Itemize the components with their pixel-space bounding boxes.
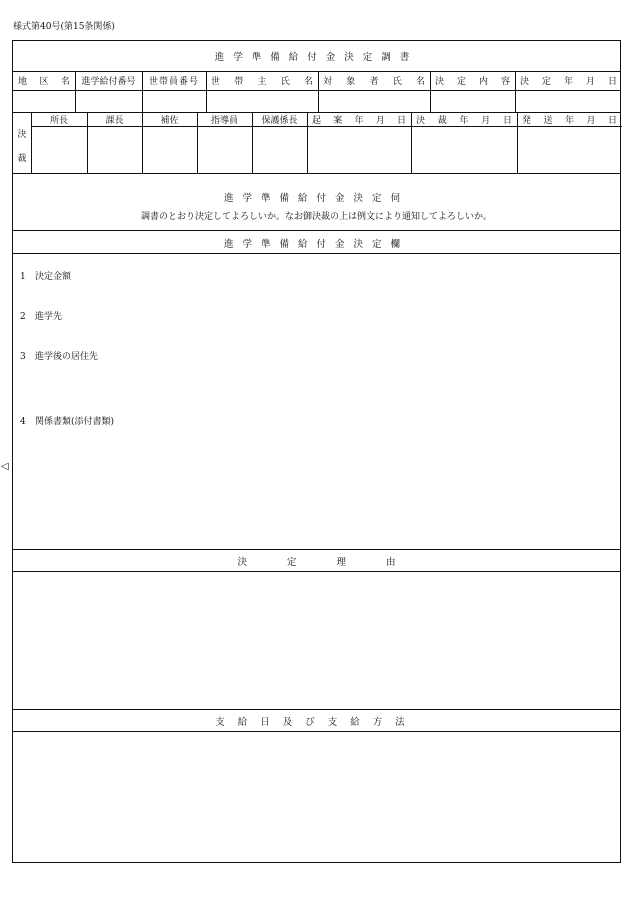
value-decision-content[interactable] (430, 90, 515, 112)
decision-section-title: 進学準備給付金決定欄 (223, 239, 409, 250)
date-sent: 発 送 年 月 日 (522, 115, 617, 126)
seal-box-director[interactable] (31, 126, 87, 173)
header-member-number: 世帯員番号 (148, 77, 199, 87)
value-approved-date[interactable] (411, 126, 517, 173)
seal-box-instructor[interactable] (197, 126, 252, 173)
date-drafted: 起 案 年 月 日 (312, 115, 406, 126)
header-target-name: 対 象 者 氏 名 (323, 77, 425, 87)
seal-box-section-chief[interactable] (87, 126, 142, 173)
inquiry-text: 調書のとおり決定してよろしいか。なお御決裁の上は例文により通知してよろしいか。 (140, 212, 492, 222)
header-advance-number: 進学給付番号 (81, 77, 136, 87)
role-section-chief: 課長 (105, 115, 124, 126)
role-director: 所長 (49, 115, 68, 126)
role-protection-chief: 保護係長 (261, 115, 298, 126)
value-sent-date[interactable] (517, 126, 622, 173)
payment-section-title: 支給日及び支給方法 (215, 717, 418, 728)
reason-section-title: 決 定 理 由 (237, 557, 396, 568)
document-title: 進学準備給付金決定調書 (214, 52, 419, 63)
payment-input-area[interactable] (13, 732, 620, 861)
decision-item-amount: 1 決定金額 (20, 272, 72, 282)
role-instructor: 指導員 (210, 115, 238, 126)
value-member-number[interactable] (142, 90, 206, 112)
decision-document-form (12, 40, 621, 863)
value-district[interactable] (13, 90, 75, 112)
value-drafted-date[interactable] (307, 126, 411, 173)
approval-side-label-top: 決 (17, 129, 27, 140)
value-householder-name[interactable] (206, 90, 318, 112)
value-advance-number[interactable] (75, 90, 142, 112)
header-district: 地 区 名 (18, 77, 70, 87)
date-approved: 決 裁 年 月 日 (416, 115, 512, 126)
decision-item-documents: 4 関係書類(添付書類) (20, 417, 115, 427)
left-edge-marker: ◁ (1, 461, 9, 472)
value-target-name[interactable] (318, 90, 430, 112)
approval-side-label-bottom: 裁 (17, 153, 27, 164)
decision-item-school: 2 進学先 (20, 312, 63, 322)
header-householder-name: 世 帯 主 氏 名 (211, 77, 313, 87)
value-decision-date[interactable] (515, 90, 622, 112)
inquiry-title: 進学準備給付金決定伺 (223, 193, 409, 204)
header-decision-date: 決 定 年 月 日 (520, 77, 617, 87)
seal-box-assistant[interactable] (142, 126, 197, 173)
form-number-label: 様式第40号(第15条関係) (13, 22, 115, 32)
decision-item-residence: 3 進学後の居住先 (20, 352, 99, 362)
header-decision-content: 決 定 内 容 (435, 77, 510, 87)
role-assistant: 補佐 (160, 115, 179, 126)
reason-input-area[interactable] (13, 572, 620, 709)
seal-box-protection-chief[interactable] (252, 126, 307, 173)
